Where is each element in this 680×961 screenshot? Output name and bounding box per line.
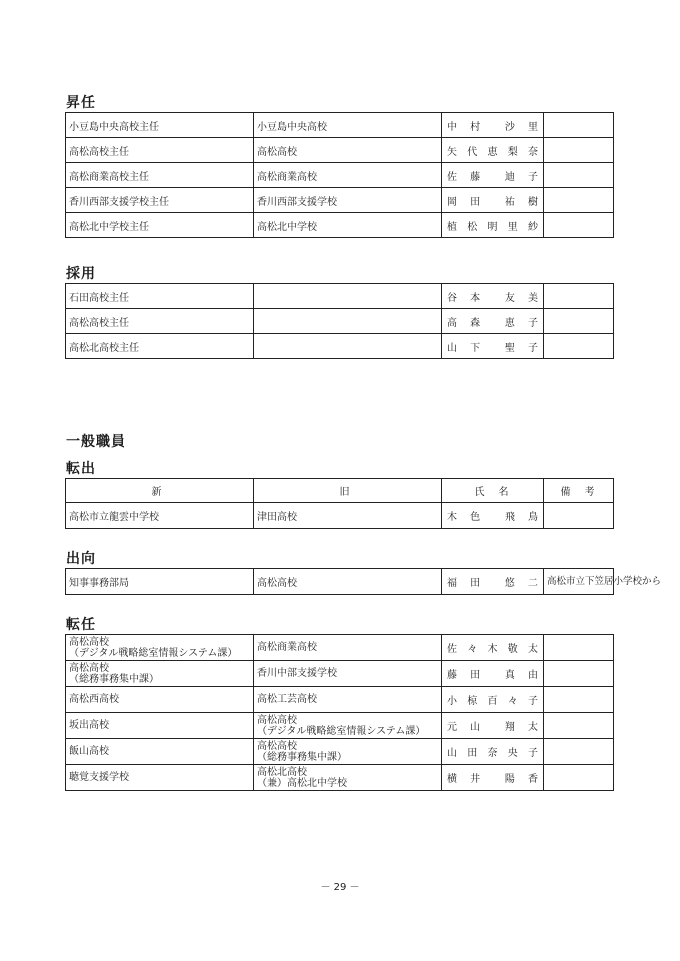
note-cell [544,765,614,791]
person-name: 中 村 沙 里 [447,121,538,133]
person-name: 谷 本 友 美 [447,292,538,304]
old-department: （兼）高松北中学校 [257,777,347,789]
old-cell [254,661,442,687]
position-cell: 高松高校主任 [66,309,254,334]
old-cell [254,635,442,661]
table-row [66,661,614,687]
new-school: 聴覚支援学校 [69,772,129,783]
header-name: 氏 名 [442,479,544,503]
note-cell [544,661,614,687]
note-cell [544,188,614,213]
note-cell [544,163,614,188]
person-name: 高 森 恵 子 [447,317,538,329]
reassignment-table [65,634,614,791]
old-cell [254,713,442,739]
old-school: 高松高校 [257,714,297,726]
general-staff-heading: 一般職員 [66,434,126,450]
new-cell [66,765,254,791]
header-old: 旧 [254,479,442,503]
header-note: 備 考 [544,479,614,503]
note-cell [544,687,614,713]
section-title-reassignment: 転任 [66,617,96,633]
person-name: 小 椋 百 々 子 [447,696,538,707]
new-cell [66,661,254,687]
person-name: 岡 田 祐 樹 [447,196,538,208]
old-cell: 津田高校 [254,503,442,529]
person-name: 横 井 陽 香 [447,774,538,785]
name-cell [442,138,544,163]
position-cell: 高松北中学校主任 [66,213,254,238]
position-cell: 小豆島中央高校主任 [66,113,254,138]
note-cell [544,213,614,238]
table-row [66,635,614,661]
hiring-table [65,283,614,359]
table-row [66,503,614,529]
name-cell [442,188,544,213]
section-title-transfer-out: 転出 [66,461,96,477]
table-row [66,284,614,309]
person-name: 藤 田 真 由 [447,670,538,681]
position-cell: 高松商業高校主任 [66,163,254,188]
old-school: 高松北高校 [257,766,307,778]
person-name: 元 山 翔 太 [447,722,538,733]
table-row [66,138,614,163]
table-row [66,569,614,595]
name-cell [442,503,544,529]
name-cell [442,309,544,334]
table-row [66,188,614,213]
school-cell [254,284,442,309]
name-cell [442,163,544,188]
old-cell [254,765,442,791]
new-cell [66,739,254,765]
name-cell [442,284,544,309]
table-row [66,309,614,334]
table-row [66,739,614,765]
header-new: 新 [66,479,254,503]
position-cell: 石田高校主任 [66,284,254,309]
old-cell [254,687,442,713]
person-name: 山 田 奈 央 子 [447,748,538,759]
new-school: 坂出高校 [69,720,109,731]
table-row [66,687,614,713]
school-cell: 香川西部支援学校 [254,188,442,213]
school-cell [254,309,442,334]
name-cell [442,113,544,138]
person-name: 佐 藤 迪 子 [447,171,538,183]
note-cell [544,635,614,661]
note-cell [544,138,614,163]
new-cell [66,687,254,713]
transfer-out-table [65,478,614,529]
table-row [66,213,614,238]
section-title-promotion: 昇任 [66,95,96,111]
old-school: 高松高校 [257,740,297,752]
old-department: （デジタル戦略総室情報システム課） [257,725,426,737]
note-cell [544,713,614,739]
name-cell [442,765,544,791]
name-cell [442,334,544,359]
old-cell: 高松高校 [254,569,442,595]
new-school: 飯山高校 [69,746,109,757]
section-title-secondment: 出向 [66,551,96,567]
school-cell: 高松商業高校 [254,163,442,188]
name-cell [442,661,544,687]
note-cell [544,739,614,765]
page-number: － 29 － [320,882,360,893]
person-name: 山 下 聖 子 [447,342,538,354]
name-cell [442,739,544,765]
name-cell [442,213,544,238]
old-cell [254,739,442,765]
school-cell: 高松高校 [254,138,442,163]
note-cell: 高松市立下笠居小学校から [544,569,614,595]
name-cell [442,687,544,713]
school-cell: 高松北中学校 [254,213,442,238]
section-title-hiring: 採用 [66,266,96,282]
old-school: 香川中部支援学校 [257,668,337,679]
note-cell [544,334,614,359]
new-cell [66,635,254,661]
new-school: 高松西高校 [69,694,119,705]
person-name: 木 色 飛 鳥 [447,512,538,523]
position-cell: 高松高校主任 [66,138,254,163]
new-department: （デジタル戦略総室情報システム課） [69,647,238,659]
position-cell: 香川西部支援学校主任 [66,188,254,213]
new-school: 高松高校 [69,636,109,648]
old-school: 高松工芸高校 [257,694,317,705]
table-row [66,334,614,359]
person-name: 矢 代 恵 梨 奈 [447,146,538,158]
name-cell [442,713,544,739]
promotion-table [65,112,614,238]
name-cell [442,569,544,595]
new-department: （総務事務集中課） [69,673,159,685]
table-row [66,765,614,791]
secondment-table [65,568,662,595]
note-cell [544,113,614,138]
position-cell: 高松北高校主任 [66,334,254,359]
old-school: 高松商業高校 [257,642,317,653]
person-name: 植 松 明 里 紗 [447,221,538,233]
new-school: 高松高校 [69,662,109,674]
table-row [66,113,614,138]
new-cell: 高松市立龍雲中学校 [66,503,254,529]
school-cell [254,334,442,359]
old-department: （総務事務集中課） [257,751,347,763]
note-cell [544,284,614,309]
new-cell [66,713,254,739]
person-name: 福 田 悠 二 [447,578,538,589]
note-cell [544,503,614,529]
table-row [66,713,614,739]
name-cell [442,635,544,661]
school-cell: 小豆島中央高校 [254,113,442,138]
table-row [66,163,614,188]
person-name: 佐 々 木 敬 太 [447,644,538,655]
note-cell [544,309,614,334]
new-cell: 知事事務部局 [66,569,254,595]
table-header-row [66,479,614,503]
